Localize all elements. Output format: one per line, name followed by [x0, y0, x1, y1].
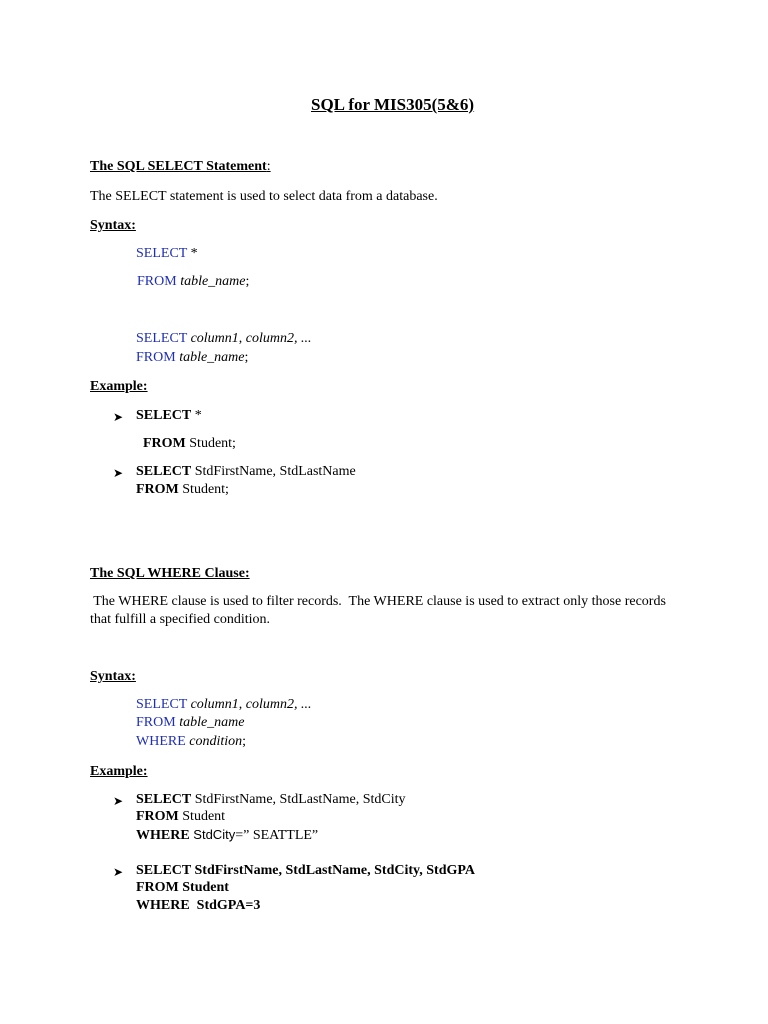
sql-placeholder: column1	[190, 697, 239, 712]
sql-keyword: FROM	[143, 436, 186, 451]
sql-field: StdCity	[189, 827, 236, 842]
arrowhead-bullet-icon: ➤	[113, 794, 124, 808]
where-example2-line1: SELECT StdFirstName, StdLastName, StdCity, StdGPA	[136, 863, 476, 878]
where-section-heading: The SQL WHERE Clause:	[90, 566, 250, 581]
where-description-line2: that fulfill a specified condition.	[90, 612, 271, 627]
sql-text: ;	[242, 734, 247, 749]
sql-keyword: SELECT	[136, 697, 188, 712]
page-title: SQL for MIS305(5&6)	[311, 95, 475, 114]
arrowhead-bullet-icon: ➤	[113, 865, 124, 879]
where-example1-line3	[136, 827, 318, 844]
where-example1-line2	[136, 809, 225, 825]
sql-keyword: FROM	[136, 482, 179, 497]
sql-text: =” SEATTLE”	[235, 828, 319, 843]
where-syntax-line1	[136, 697, 312, 713]
where-syntax-label: Syntax:	[90, 669, 136, 684]
sql-keyword: FROM	[136, 715, 176, 730]
sql-text: ;	[245, 274, 250, 289]
sql-keyword: SELECT	[136, 331, 188, 346]
where-description-line1: The WHERE clause is used to filter records. The WHERE clause is used to extract only those records	[90, 594, 666, 609]
sql-keyword: FROM	[137, 274, 177, 289]
select-syntax-label: Syntax:	[90, 218, 136, 233]
where-syntax-line2	[136, 715, 245, 731]
sql-placeholder: condition	[189, 734, 243, 749]
sql-text: Student;	[178, 482, 229, 497]
sql-text: ,	[238, 331, 246, 346]
sql-placeholder: column2, ...	[245, 331, 312, 346]
sql-placeholder: column1	[190, 331, 239, 346]
where-example2-line3: WHERE StdGPA=3	[136, 898, 261, 913]
select-example-label: Example:	[90, 379, 148, 394]
sql-keyword: FROM	[136, 350, 176, 365]
sql-placeholder: table_name	[180, 274, 246, 289]
sql-placeholder: table_name	[179, 715, 245, 730]
select-syntax1-line1	[136, 246, 198, 262]
sql-placeholder: column2, ...	[245, 697, 312, 712]
select-syntax2-line1	[136, 331, 312, 347]
arrowhead-bullet-icon: ➤	[113, 466, 124, 480]
sql-keyword: SELECT	[136, 792, 192, 807]
sql-text: Student;	[185, 436, 236, 451]
where-example1-line1	[136, 792, 406, 808]
select-section-heading	[90, 159, 271, 175]
sql-placeholder: table_name	[179, 350, 245, 365]
sql-keyword: SELECT	[136, 464, 192, 479]
sql-keyword: SELECT	[136, 246, 188, 261]
where-syntax-line3	[136, 734, 246, 750]
sql-text: StdFirstName, StdLastName	[191, 464, 356, 479]
sql-keyword: FROM	[136, 809, 179, 824]
select-heading-colon: :	[266, 159, 271, 174]
sql-keyword: SELECT	[136, 408, 192, 423]
select-example2-line2	[136, 482, 229, 498]
where-example2-line2: FROM Student	[136, 880, 229, 895]
select-example2-line1	[136, 464, 356, 480]
select-example1-line2	[143, 436, 236, 452]
sql-text: *	[187, 246, 198, 261]
sql-text: Student	[178, 809, 226, 824]
sql-text: ,	[238, 697, 246, 712]
sql-text: ;	[244, 350, 249, 365]
select-description: The SELECT statement is used to select data from a database.	[90, 189, 438, 204]
sql-text: *	[191, 408, 202, 423]
sql-keyword: WHERE	[136, 828, 190, 843]
select-syntax1-line2	[137, 274, 249, 290]
sql-keyword: WHERE	[136, 734, 186, 749]
select-heading-text: The SQL SELECT Statement	[90, 159, 267, 174]
select-syntax2-line2	[136, 350, 248, 366]
arrowhead-bullet-icon: ➤	[113, 410, 124, 424]
sql-text: StdFirstName, StdLastName, StdCity	[191, 792, 406, 807]
where-example-label: Example:	[90, 764, 148, 779]
select-example1-line1	[136, 408, 202, 424]
